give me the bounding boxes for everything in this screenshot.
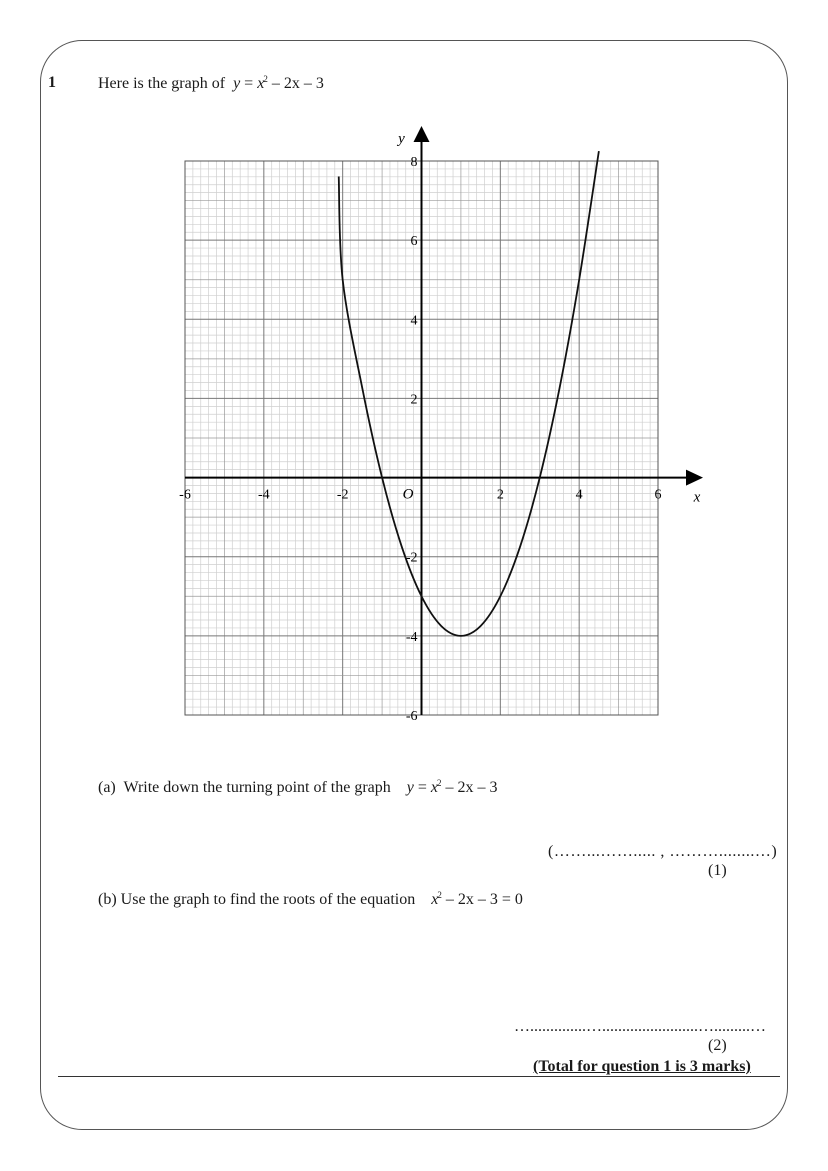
part-a-answer-line[interactable]: (……...……..... , ………........…) bbox=[548, 843, 778, 860]
total-marks: (Total for question 1 is 3 marks) bbox=[533, 1058, 751, 1075]
part-a-marks: (1) bbox=[708, 862, 727, 879]
part-a-equation: $y = x^2 - 2x - 3$ bbox=[406, 778, 498, 796]
y-tick-label: 8 bbox=[410, 155, 418, 170]
part-b-text: Use the graph to find the roots of the equation bbox=[120, 891, 416, 908]
bottom-rule bbox=[58, 1076, 780, 1077]
part-a-text: Write down the turning point of the graph bbox=[123, 779, 391, 796]
tick-labels bbox=[179, 131, 701, 724]
part-a-question bbox=[98, 778, 498, 797]
x-tick-label: 2 bbox=[496, 487, 504, 503]
x-tick-label: -4 bbox=[257, 487, 270, 503]
x-axis-arrow-icon bbox=[686, 470, 703, 486]
question-number: 1 bbox=[48, 74, 56, 91]
x-tick-label: -6 bbox=[179, 487, 191, 503]
y-tick-label: -4 bbox=[405, 629, 418, 645]
y-tick-label: 6 bbox=[410, 234, 418, 250]
stem-equation: $y = x^2 - 2x - 3$ bbox=[233, 74, 324, 92]
stem-text: Here is the graph of bbox=[98, 75, 226, 92]
part-b-marks: (2) bbox=[708, 1037, 727, 1054]
x-axis-label: x bbox=[693, 489, 701, 506]
y-tick-label: -2 bbox=[405, 550, 418, 566]
y-axis-arrow-icon bbox=[414, 126, 430, 142]
part-b-equation: $x^2 - 2x - 3 = 0$ bbox=[431, 890, 523, 908]
part-b-label: (b) bbox=[98, 891, 117, 908]
x-tick-label: 6 bbox=[654, 487, 662, 503]
x-tick-label: -2 bbox=[336, 487, 349, 503]
y-tick-label: 4 bbox=[410, 313, 418, 329]
x-tick-label: 4 bbox=[575, 487, 583, 503]
origin-label: O bbox=[402, 486, 414, 503]
y-axis-label: y bbox=[398, 131, 405, 147]
y-tick-label: 2 bbox=[410, 392, 418, 408]
part-b-answer-line[interactable]: …..............…........................….........… bbox=[514, 1018, 766, 1035]
part-a-label: (a) bbox=[98, 779, 116, 796]
axes bbox=[185, 126, 703, 715]
part-b-question bbox=[98, 890, 523, 909]
y-tick-label: -6 bbox=[405, 709, 418, 724]
